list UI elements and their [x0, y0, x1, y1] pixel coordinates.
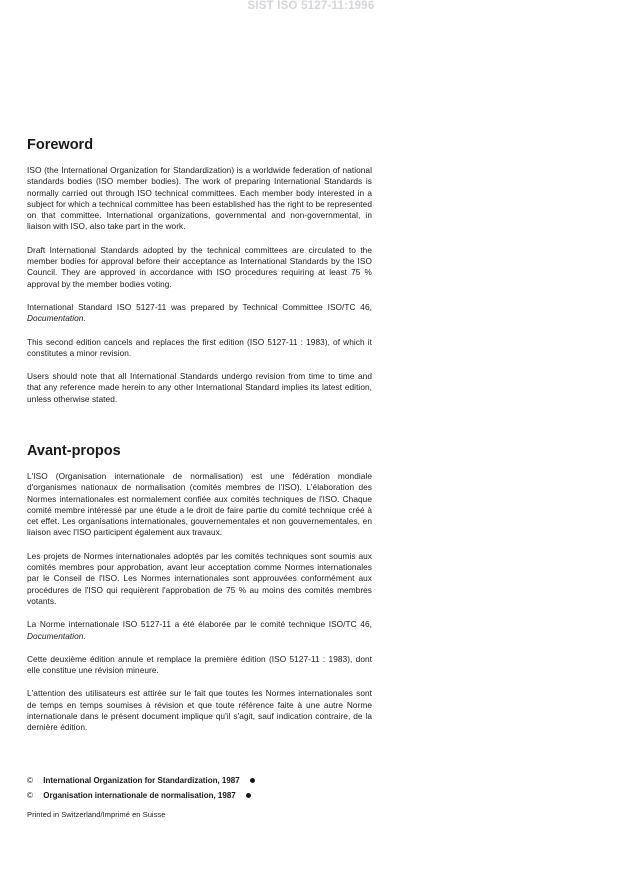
copyright-line-french [27, 791, 251, 800]
foreword-p3-emphasis: Documentation. [27, 313, 86, 324]
foreword-paragraph-3 [27, 302, 372, 325]
bullet-dot-icon [246, 793, 251, 798]
avant-propos-p3-emphasis: Documentation. [27, 630, 86, 641]
printed-in-note: Printed in Switzerland/Imprimé en Suisse [27, 810, 166, 819]
copyright-text-english: International Organization for Standardization, 1987 [43, 776, 240, 785]
avant-propos-paragraph-5: L'attention des utilisateurs est attirée sur le fait que toutes les Normes internationales sont de temps en temps soumises à révision et que toute référence faite à une autre Norme internationale dans le présent document implique qu'il s'agit, sauf indication contraire, de la dernière édition. [27, 688, 372, 733]
avant-propos-paragraph-3 [27, 619, 372, 642]
copyright-icon: © [27, 776, 33, 785]
avant-propos-title: Avant-propos [27, 443, 121, 459]
avant-propos-paragraph-1: L'ISO (Organisation internationale de normalisation) est une fédération mondiale d'organismes nationaux de normalisation (comités membres de l'ISO). L'élaboration des Normes internationales est normalement confiée aux comités techniques de l'ISO. Chaque comité membre intéressé par une étude a le droit de faire partie du comité technique créé à cet effet. Les organisations internationales, gouvernementales et non gouvernementales, en liaison avec l'ISO participent également aux travaux. [27, 471, 372, 538]
avant-propos-p3-text: La Norme internationale ISO 5127-11 a été élaborée par le comité technique ISO/TC 46, [27, 619, 372, 630]
foreword-paragraph-5: Users should note that all International Standards undergo revision from time to time and that any reference made herein to any other International Standard implies its latest edition, unless otherwise stated. [27, 371, 372, 404]
copyright-icon: © [27, 791, 33, 800]
avant-propos-paragraph-2: Les projets de Normes internationales adoptés par les comités techniques sont soumis aux comités membres pour approbation, avant leur acceptation comme Normes internationales par le Conseil de l'ISO. Les Normes internationales sont approuvées conformément aux procédures de l'ISO qui requièrent l'approbation de 75 % au moins des comités membres votants. [27, 550, 372, 606]
foreword-title: Foreword [27, 137, 94, 153]
foreword-paragraph-2: Draft International Standards adopted by the technical committees are circulated to the member bodies for approval before their acceptance as International Standards by the ISO Council. They are approved in accordance with ISO procedures requiring at least 75 % approval by the member bodies voting. [27, 244, 372, 289]
avant-propos-paragraph-4: Cette deuxième édition annule et remplace la première édition (ISO 5127-11 : 1983), dont elle constitue une révision mineure. [27, 653, 372, 676]
foreword-section [27, 137, 372, 417]
avant-propos-section [27, 443, 372, 746]
copyright-text-french: Organisation internationale de normalisation, 1987 [43, 791, 236, 800]
copyright-line-english [27, 776, 255, 785]
document-watermark-header: SIST ISO 5127-11:1996 [247, 0, 375, 12]
foreword-paragraph-1: ISO (the International Organization for Standardization) is a worldwide federation of national standards bodies (ISO member bodies). The work of preparing International Standards is normally carried out through ISO technical committees. Each member body interested in a subject for which a technical committee has been established has the right to be represented on that committee. International organizations, governmental and non-governmental, in liaison with ISO, also take part in the work. [27, 165, 372, 232]
foreword-p3-text: International Standard ISO 5127-11 was prepared by Technical Committee ISO/TC 46, [27, 301, 372, 312]
foreword-paragraph-4: This second edition cancels and replaces the first edition (ISO 5127-11 : 1983), of which it constitutes a minor revision. [27, 336, 372, 358]
bullet-dot-icon [250, 778, 255, 783]
